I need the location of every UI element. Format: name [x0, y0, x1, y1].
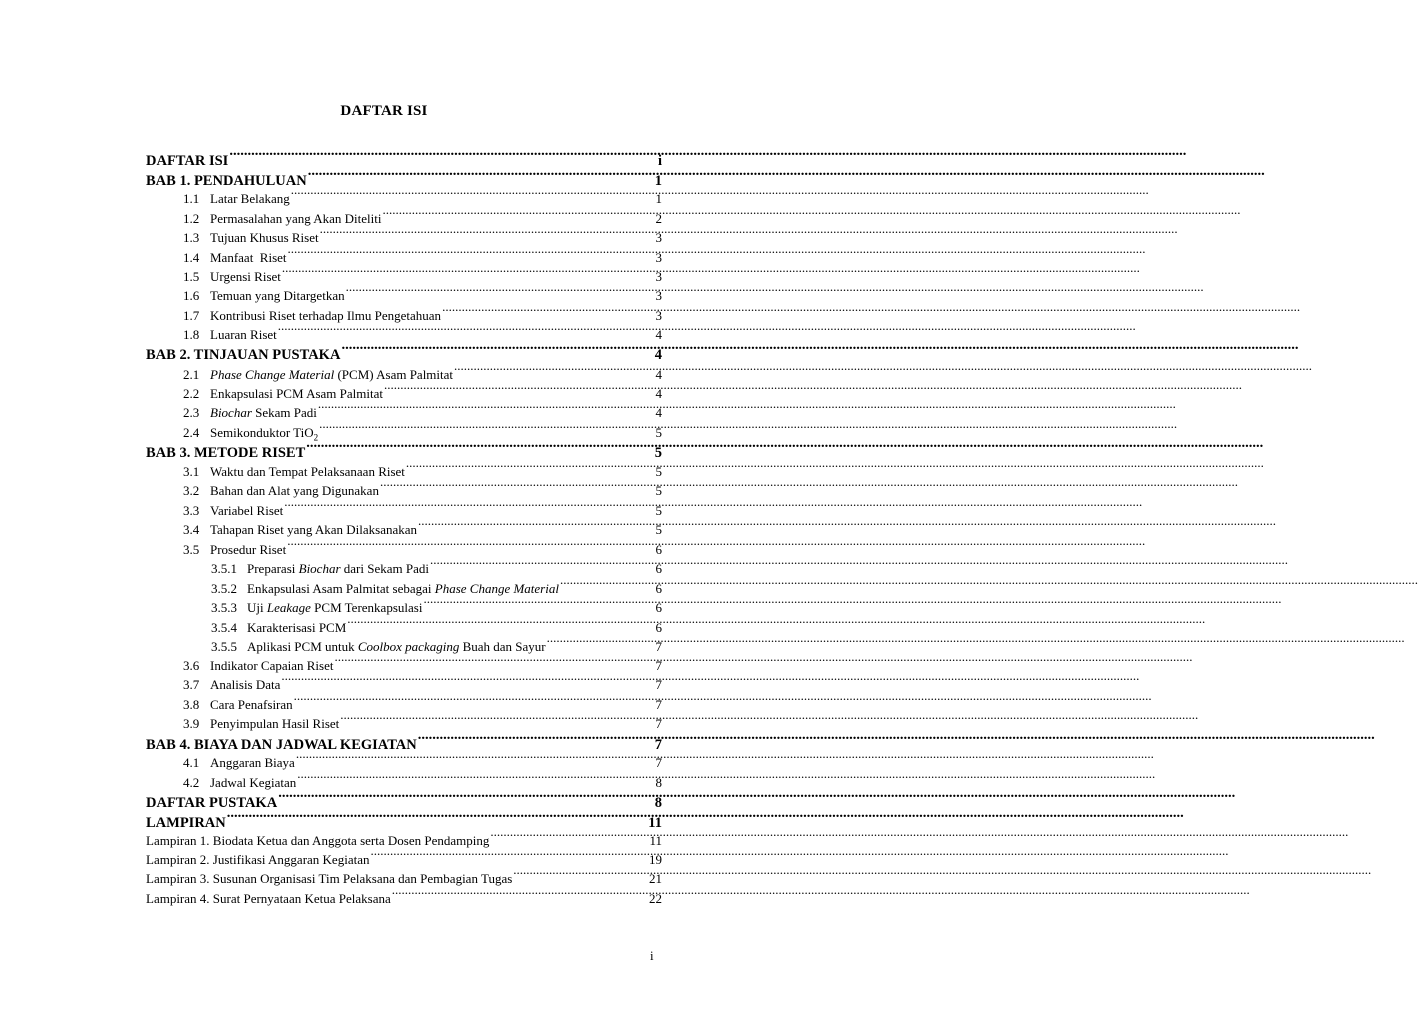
toc-entry-label-text: Luaran Riset: [210, 327, 277, 342]
toc-page-number: 5: [654, 445, 662, 461]
toc-entry-number: 1.8: [183, 327, 200, 342]
toc-entry-number: 3.6: [183, 658, 200, 673]
toc-page-number: 1: [655, 191, 662, 206]
toc-page-number: 7: [655, 755, 662, 770]
toc-page-number: 7: [655, 639, 662, 654]
toc-page-number: 3: [655, 250, 662, 265]
toc-entry-label-text: BAB 4. BIAYA DAN JADWAL KEGIATAN: [146, 737, 417, 753]
toc-entry-label-text: BAB 2. TINJAUAN PUSTAKA: [146, 347, 341, 363]
toc-entry-label-text: Analisis Data: [210, 677, 281, 692]
toc-entry-label-text: Lampiran 1. Biodata Ketua dan Anggota serta Dosen Pendamping: [146, 833, 490, 848]
toc-page-number: 7: [655, 697, 662, 712]
toc-entry-number: 1.4: [183, 250, 200, 265]
toc-entry-label-text: Latar Belakang: [210, 191, 290, 206]
toc-entry-label-italic: Phase Change Material: [210, 367, 335, 382]
toc-page-number: 7: [654, 737, 662, 753]
toc-page-number: 1: [654, 173, 662, 189]
toc-entry-label-text: Cara Penafsiran: [210, 697, 293, 712]
toc-entry-label-prefix: Preparasi: [247, 561, 299, 576]
toc-page-number: 6: [655, 542, 662, 557]
toc-entry-label-italic: Biochar: [298, 561, 341, 576]
toc-page-number: 5: [655, 522, 662, 537]
toc-entry-label-text: BAB 1. PENDAHULUAN: [146, 173, 307, 189]
toc-entry-label-prefix: Enkapsulasi Asam Palmitat sebagai: [247, 581, 435, 596]
toc-page-number: 11: [649, 833, 662, 848]
toc-entry-number: 1.1: [183, 191, 200, 206]
toc-entry-label-text: Prosedur Riset: [210, 542, 287, 557]
toc-entry-label-text: BAB 3. METODE RISET: [146, 445, 306, 461]
toc-entry-number: 3.5.4: [211, 620, 237, 635]
toc-entry-number: 2.1: [183, 367, 200, 382]
toc-entry-number: 3.5: [183, 542, 200, 557]
toc-page-number: 8: [655, 775, 662, 790]
toc-entry-label-text: Anggaran Biaya: [210, 755, 295, 770]
toc-entry-label-text: (PCM) Asam Palmitat: [334, 367, 454, 382]
toc-entry-label-text: Indikator Capaian Riset: [210, 658, 334, 673]
toc-page-number: 4: [655, 386, 662, 401]
toc-entry-label-text: Tahapan Riset yang Akan Dilaksanakan: [210, 522, 418, 537]
toc-entry-label-text: PCM Terenkapsulasi: [310, 600, 423, 615]
toc-entry-number: 2.3: [183, 405, 200, 420]
toc-page-number: i: [657, 153, 662, 169]
toc-entry-number: 3.9: [183, 716, 200, 731]
toc-page-number: 11: [648, 815, 662, 831]
toc-entry-label-italic: Coolbox packaging: [357, 639, 460, 654]
toc-entry-number: 4.1: [183, 755, 200, 770]
toc-entry-number: 1.7: [183, 308, 200, 323]
toc-page-number: 4: [654, 347, 662, 363]
toc-entry-number: 3.5.2: [211, 581, 237, 596]
toc-entry-label-text: Lampiran 2. Justifikasi Anggaran Kegiatan: [146, 852, 370, 867]
toc-page-number: 19: [649, 852, 662, 867]
toc-page-number: 4: [655, 327, 662, 342]
toc-page-number: 7: [655, 716, 662, 731]
toc-page-number: 3: [655, 230, 662, 245]
toc-entry-label-text: Penyimpulan Hasil Riset: [210, 716, 340, 731]
toc-entry-label-prefix: Uji: [247, 600, 267, 615]
toc-page-number: 5: [655, 464, 662, 479]
toc-page-number: 3: [655, 269, 662, 284]
toc-entry-number: 3.8: [183, 697, 200, 712]
toc-page-number: 3: [655, 308, 662, 323]
toc-page-number: 3: [655, 288, 662, 303]
toc-page-number: 5: [655, 483, 662, 498]
page-title: DAFTAR ISI: [340, 103, 428, 119]
toc-entry-label-text: Permasalahan yang Akan Diteliti: [210, 211, 382, 226]
toc-entry-number: 2.2: [183, 386, 200, 401]
toc-entry-label-text: Urgensi Riset: [210, 269, 281, 284]
toc-entry-label-text: Karakterisasi PCM: [247, 620, 347, 635]
toc-entry-label-text: Temuan yang Ditargetkan: [210, 288, 345, 303]
toc-entry-number: 3.3: [183, 503, 200, 518]
toc-page-number: 6: [655, 620, 662, 635]
toc-page-number: 21: [649, 871, 662, 886]
toc-entry-label: [146, 889, 391, 908]
toc-entry-label-text: DAFTAR ISI: [146, 153, 229, 169]
toc-page-number: 4: [655, 367, 662, 382]
toc-entry-label-italic: Phase Change Material: [434, 581, 559, 596]
toc-entry-label-text: Bahan dan Alat yang Digunakan: [210, 483, 379, 498]
toc-entry-number: 1.5: [183, 269, 200, 284]
toc-entry-number: 3.2: [183, 483, 200, 498]
toc-dot-leader: [392, 884, 648, 903]
toc-entry-label-text: Sekam Padi: [251, 405, 317, 420]
toc-entry-label-text: Kontribusi Riset terhadap Ilmu Pengetahuan: [210, 308, 442, 323]
toc-entry-label-text: Lampiran 3. Susunan Organisasi Tim Pelaksana dan Pembagian Tugas: [146, 871, 513, 886]
toc-entry-label-italic: Leakage: [266, 600, 311, 615]
toc-entry-label-text: Buah dan Sayur: [459, 639, 546, 654]
toc-entry-label-text: dari Sekam Padi: [340, 561, 429, 576]
toc-entry-label-text: Jadwal Kegiatan: [210, 775, 297, 790]
toc-entry-label-italic: Biochar: [210, 405, 252, 420]
toc-entry-number: 4.2: [183, 775, 200, 790]
toc-page-number: 6: [655, 581, 662, 596]
toc-page-number: 22: [649, 891, 662, 906]
toc-entry-number: 3.1: [183, 464, 200, 479]
toc-entry-number: 3.5.5: [211, 639, 237, 654]
toc-entry-number: 3.5.1: [211, 561, 237, 576]
toc-entry-number: 1.2: [183, 211, 200, 226]
toc-page-number: 5: [655, 503, 662, 518]
toc-entry-label-prefix: Aplikasi PCM untuk: [247, 639, 358, 654]
toc-entry-number: 1.3: [183, 230, 200, 245]
toc-entry-label-text: Waktu dan Tempat Pelaksanaan Riset: [210, 464, 405, 479]
toc-entry-number: 3.7: [183, 677, 200, 692]
toc-entry-label-text: DAFTAR PUSTAKA: [146, 795, 278, 811]
toc-appendix-row: [146, 884, 662, 906]
toc-entry-label-text: Enkapsulasi PCM Asam Palmitat: [210, 386, 383, 401]
toc-entry-label-text: LAMPIRAN: [146, 815, 226, 831]
toc-page-number: 7: [655, 658, 662, 673]
toc-page-number: 6: [655, 600, 662, 615]
toc-entry-number: 1.6: [183, 288, 200, 303]
toc-page-number: 8: [654, 795, 662, 811]
toc-page-number: 6: [655, 561, 662, 576]
toc-page-number: 7: [655, 677, 662, 692]
page-number: i: [650, 948, 654, 963]
toc-page-number: 5: [655, 425, 662, 440]
toc-entry-label-text: Variabel Riset: [210, 503, 284, 518]
toc-entry-label-text: Manfaat Riset: [210, 250, 287, 265]
toc-entry-label-text: Semikonduktor TiO: [210, 425, 314, 440]
toc-page-number: 4: [655, 405, 662, 420]
toc-entry-number: 3.4: [183, 522, 200, 537]
toc-entry-number: 2.4: [183, 425, 200, 440]
toc-entry-label-subscript: 2: [313, 432, 319, 443]
toc-entry-label-text: Lampiran 4. Surat Pernyataan Ketua Pelaksana: [146, 891, 391, 906]
toc-entry-label-text: Tujuan Khusus Riset: [210, 230, 319, 245]
toc-page-number: 2: [655, 211, 662, 226]
toc-entry-number: 3.5.3: [211, 600, 237, 615]
